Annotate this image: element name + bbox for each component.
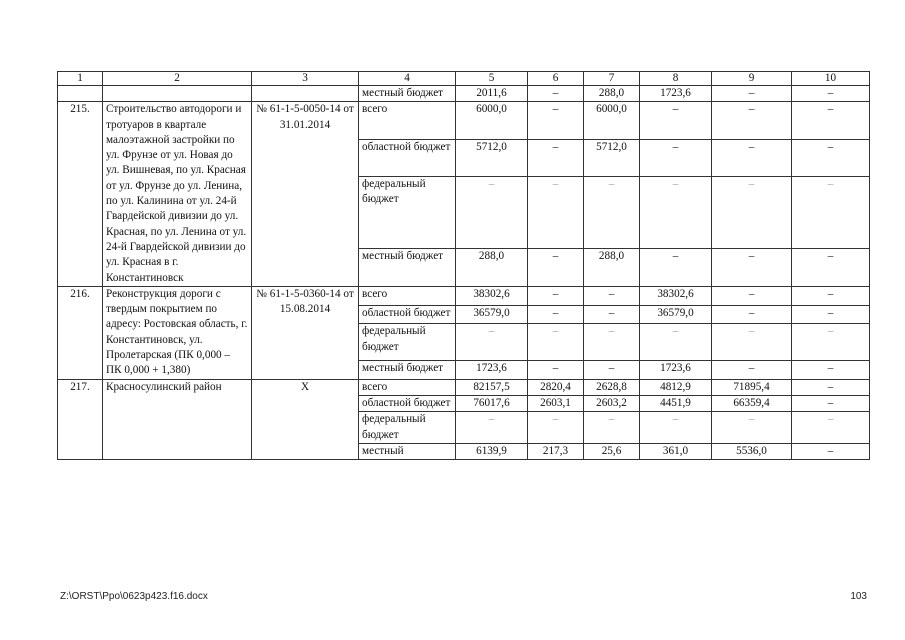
footer-file-path: Z:\ORST\Ppo\0623p423.f16.docx [60, 591, 208, 602]
amount-cell: – [528, 86, 584, 102]
amount-cell: 76017,6 [456, 395, 528, 411]
amount-cell: 2603,2 [584, 395, 640, 411]
document-code-cell [252, 86, 359, 102]
amount-cell: 66359,4 [712, 395, 792, 411]
amount-cell: 5712,0 [584, 139, 640, 176]
amount-cell: – [528, 324, 584, 360]
row-number-cell: 216. [58, 286, 103, 379]
amount-cell: 1723,6 [640, 360, 712, 379]
funding-source-cell: местный бюджет [359, 86, 456, 102]
header-row [58, 72, 870, 86]
table-row [58, 286, 870, 305]
amount-cell: – [640, 412, 712, 444]
amount-cell: – [712, 249, 792, 286]
amount-cell: – [712, 286, 792, 305]
funding-source-cell: областной бюджет [359, 395, 456, 411]
amount-cell: 38302,6 [640, 286, 712, 305]
amount-cell: 2628,8 [584, 379, 640, 395]
amount-cell: – [712, 305, 792, 324]
amount-cell: – [584, 177, 640, 249]
amount-cell: – [528, 360, 584, 379]
amount-cell: – [792, 379, 870, 395]
funding-source-cell: местный бюджет [359, 360, 456, 379]
column-number-header: 6 [528, 72, 584, 86]
amount-cell: – [712, 324, 792, 360]
funding-source-cell: всего [359, 102, 456, 139]
amount-cell: – [792, 139, 870, 176]
column-number-header: 4 [359, 72, 456, 86]
amount-cell: 82157,5 [456, 379, 528, 395]
amount-cell: 6000,0 [584, 102, 640, 139]
amount-cell: – [712, 360, 792, 379]
amount-cell: – [712, 102, 792, 139]
amount-cell: – [584, 324, 640, 360]
column-number-header: 9 [712, 72, 792, 86]
amount-cell: – [640, 102, 712, 139]
amount-cell: – [640, 249, 712, 286]
amount-cell: 36579,0 [456, 305, 528, 324]
amount-cell: 2603,1 [528, 395, 584, 411]
amount-cell: 288,0 [584, 86, 640, 102]
page-number: 103 [850, 591, 867, 602]
amount-cell: – [712, 177, 792, 249]
data-table [57, 71, 870, 460]
amount-cell: 36579,0 [640, 305, 712, 324]
amount-cell: 25,6 [584, 443, 640, 459]
funding-source-cell: местный [359, 443, 456, 459]
amount-cell: 2820,4 [528, 379, 584, 395]
amount-cell: 6000,0 [456, 102, 528, 139]
table-row [58, 86, 870, 102]
amount-cell: – [584, 286, 640, 305]
amount-cell: – [640, 177, 712, 249]
funding-source-cell: областной бюджет [359, 139, 456, 176]
amount-cell: – [792, 443, 870, 459]
amount-cell: – [528, 286, 584, 305]
amount-cell: 361,0 [640, 443, 712, 459]
amount-cell: – [792, 86, 870, 102]
amount-cell: – [792, 412, 870, 444]
amount-cell: – [792, 305, 870, 324]
object-name-cell [103, 86, 252, 102]
row-number-cell: 217. [58, 379, 103, 459]
amount-cell: – [528, 102, 584, 139]
amount-cell: 288,0 [456, 249, 528, 286]
amount-cell: 5536,0 [712, 443, 792, 459]
funding-source-cell: федеральный бюджет [359, 412, 456, 444]
amount-cell: – [584, 305, 640, 324]
amount-cell: – [792, 102, 870, 139]
document-code-cell: Х [252, 379, 359, 459]
amount-cell: – [528, 139, 584, 176]
funding-source-cell: всего [359, 379, 456, 395]
funding-source-cell: федеральный бюджет [359, 177, 456, 249]
amount-cell: – [712, 139, 792, 176]
column-number-header: 1 [58, 72, 103, 86]
amount-cell: 1723,6 [640, 86, 712, 102]
amount-cell: – [528, 305, 584, 324]
table-body [58, 86, 870, 460]
row-number-cell: 215. [58, 102, 103, 287]
amount-cell: – [792, 395, 870, 411]
row-number-cell [58, 86, 103, 102]
amount-cell: – [456, 324, 528, 360]
amount-cell: 38302,6 [456, 286, 528, 305]
amount-cell: – [792, 286, 870, 305]
column-number-header: 8 [640, 72, 712, 86]
column-number-header: 3 [252, 72, 359, 86]
amount-cell: 1723,6 [456, 360, 528, 379]
funding-source-cell: областной бюджет [359, 305, 456, 324]
amount-cell: – [456, 412, 528, 444]
column-number-header: 7 [584, 72, 640, 86]
amount-cell: – [456, 177, 528, 249]
amount-cell: – [528, 412, 584, 444]
amount-cell: 217,3 [528, 443, 584, 459]
document-code-cell: № 61-1-5-0050-14 от 31.01.2014 [252, 102, 359, 287]
table-row [58, 379, 870, 395]
column-number-header: 2 [103, 72, 252, 86]
amount-cell: – [528, 249, 584, 286]
amount-cell: – [640, 324, 712, 360]
amount-cell: 6139,9 [456, 443, 528, 459]
amount-cell: – [712, 86, 792, 102]
amount-cell: – [792, 360, 870, 379]
amount-cell: – [640, 139, 712, 176]
amount-cell: – [792, 324, 870, 360]
amount-cell: 4451,9 [640, 395, 712, 411]
object-name-cell: Строительство автодороги и тротуаров в квартале малоэтажной застройки по ул. Фрунзе от ул. Новая до ул. Вишневая, по ул. Красная от ул. Фрунзе до ул. Ленина, по ул. Калинина от ул. 24-й Гвардейской дивизии до ул. Красная, по ул. Ленина от ул. 24-й Гвардейской дивизии до ул. Красная в г. Константиновск [103, 102, 252, 287]
document-code-cell: № 61-1-5-0360-14 от 15.08.2014 [252, 286, 359, 379]
amount-cell: – [528, 177, 584, 249]
amount-cell: 5712,0 [456, 139, 528, 176]
amount-cell: – [792, 177, 870, 249]
funding-source-cell: федеральный бюджет [359, 324, 456, 360]
amount-cell: 2011,6 [456, 86, 528, 102]
column-number-header: 5 [456, 72, 528, 86]
amount-cell: – [792, 249, 870, 286]
amount-cell: – [584, 360, 640, 379]
table-row [58, 102, 870, 139]
object-name-cell: Красносулинский район [103, 379, 252, 459]
amount-cell: – [584, 412, 640, 444]
funding-source-cell: местный бюджет [359, 249, 456, 286]
amount-cell: – [712, 412, 792, 444]
object-name-cell: Реконструкция дороги с твердым покрытием по адресу: Ростовская область, г. Константиновск, ул. Пролетарская (ПК 0,000 – ПК 0,000 + 1,380) [103, 286, 252, 379]
amount-cell: 71895,4 [712, 379, 792, 395]
amount-cell: 4812,9 [640, 379, 712, 395]
amount-cell: 288,0 [584, 249, 640, 286]
column-number-header: 10 [792, 72, 870, 86]
funding-source-cell: всего [359, 286, 456, 305]
